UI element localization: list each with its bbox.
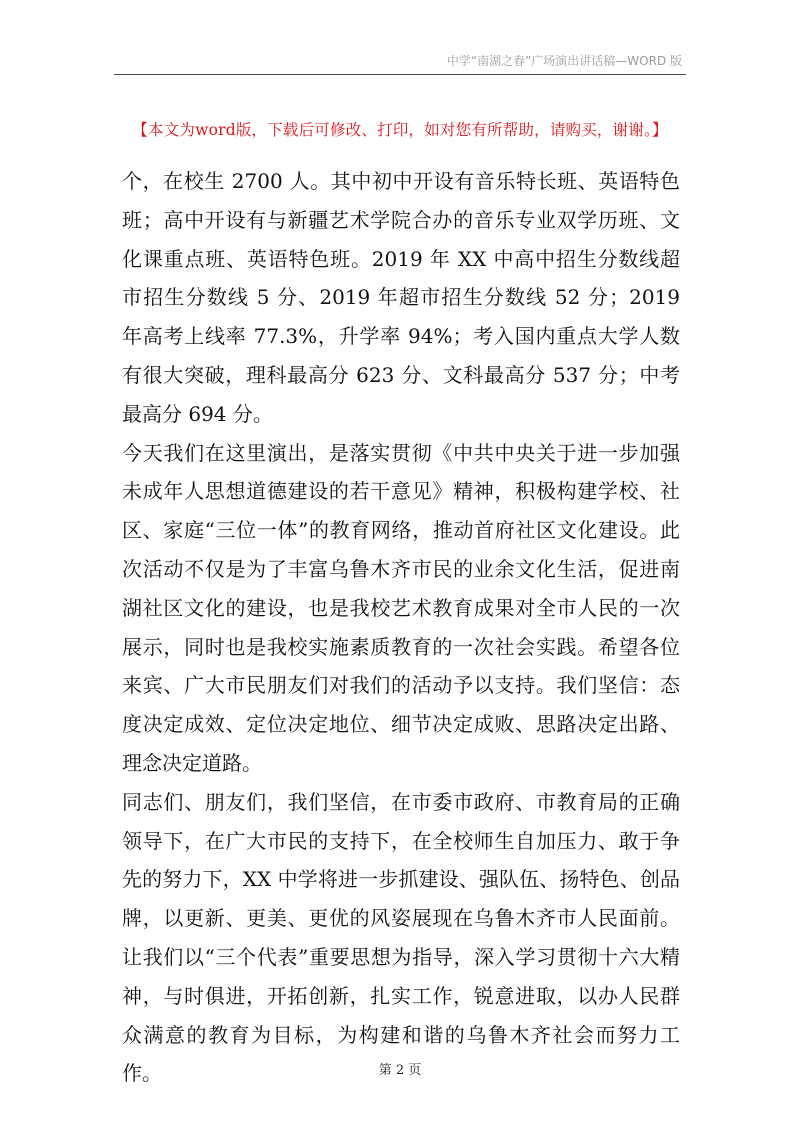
body-paragraph: 个，在校生 2700 人。其中初中开设有音乐特长班、英语特色班；高中开设有与新疆艺术学院合办的音乐专业双学历班、文化课重点班、英语特色班。2019 年 XX 中高中招生分数线超市招生分数线 5 分、2019 年超市招生分数线 52 分；2019 年高考上线率 77.3%，升学率 94%；考入国内重点大学人数有很大突破，理科最高分 623 分、文科最高分 537 分；中考最高分 694 分。 bbox=[122, 169, 680, 426]
body-paragraph: 同志们、朋友们，我们坚信，在市委市政府、市教育局的正确领导下，在广大市民的支持下，在全校师生自加压力、敢于争先的努力下，XX 中学将进一步抓建设、强队伍、扬特色、创品牌，以更新、更美、更优的风姿展现在乌鲁木齐市人民面前。让我们以“三个代表”重要思想为指导，深入学习贯彻十六大精神，与时俱进，开拓创新，扎实工作，锐意进取，以办人民群众满意的教育为目标，为构建和谐的乌鲁木齐社会而努力工作。 bbox=[122, 789, 680, 1086]
page-number: 第 2 页 bbox=[378, 1063, 422, 1078]
body-paragraph: 今天我们在这里演出，是落实贯彻《中共中央关于进一步加强未成年人思想道德建设的若干意见》精神，积极构建学校、社区、家庭“三位一体”的教育网络，推动首府社区文化建设。此次活动不仅是为了丰富乌鲁木齐市民的业余文化生活，促进南湖社区文化的建设，也是我校艺术教育成果对全市人民的一次展示，同时也是我校实施素质教育的一次社会实践。希望各位来宾、广大市民朋友们对我们的活动予以支持。我们坚信：态度决定成效、定位决定地位、细节决定成败、思路决定出路、理念决定道路。 bbox=[122, 440, 680, 775]
download-notice: 【本文为word版，下载后可修改、打印，如对您有所帮助，请购买，谢谢。】 bbox=[132, 121, 668, 139]
document-body bbox=[122, 162, 680, 1093]
header-divider bbox=[114, 74, 686, 75]
running-header-title: 中学“南湖之春”广场演出讲话稿—WORD 版 bbox=[446, 54, 682, 68]
